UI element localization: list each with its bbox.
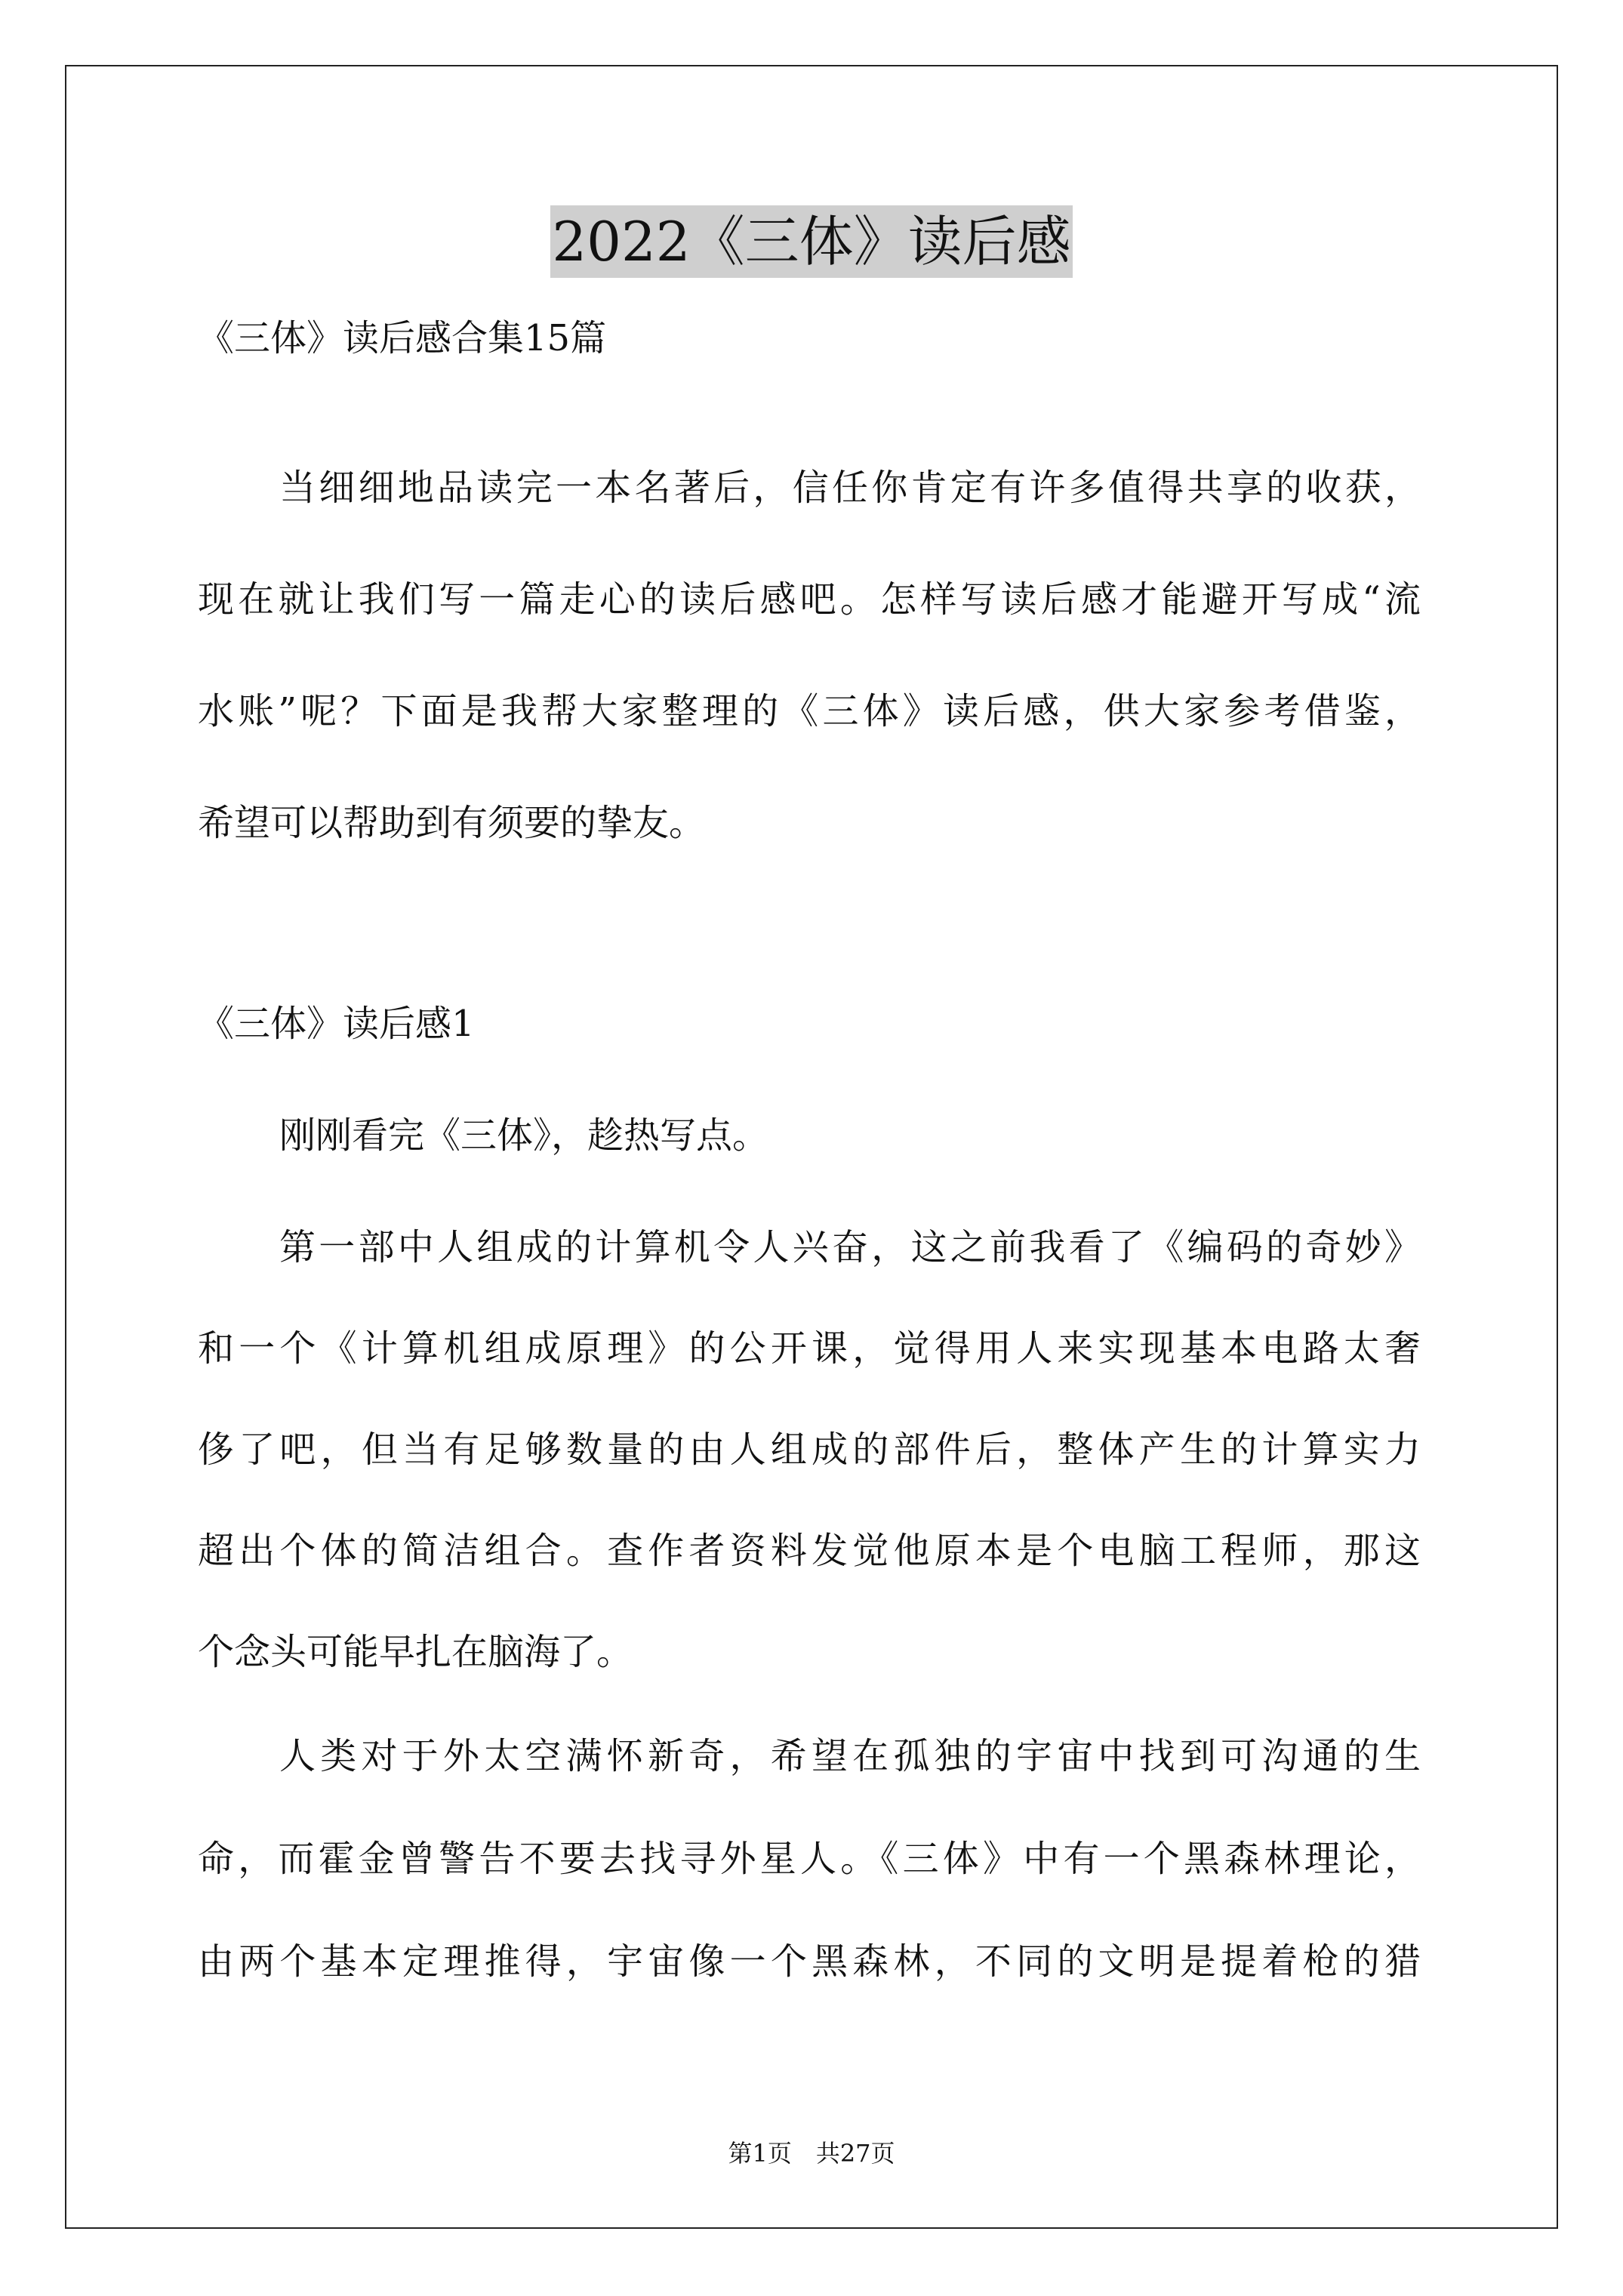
paragraph-3-line-1: 人类对于外太空满怀新奇，希望在孤独的宇宙中找到可沟通的生 [279,1735,1421,1777]
page-footer: 第1页 共27页 [728,2139,895,2168]
intro-line-4: 希望可以帮助到有须要的挚友。 [198,802,706,844]
intro-line-3: 水账”呢？下面是我帮大家整理的《三体》读后感，供大家参考借鉴， [198,690,1421,732]
paragraph-2-line-1: 第一部中人组成的计算机令人兴奋，这之前我看了《编码的奇妙》 [279,1226,1421,1268]
paragraph-2-line-4: 超出个体的简洁组合。查作者资料发觉他原本是个电脑工程师，那这 [198,1530,1421,1572]
paragraph-1: 刚刚看完《三体》，趁热写点。 [279,1114,769,1157]
paragraph-2-line-5: 个念头可能早扎在脑海了。 [198,1631,633,1673]
paragraph-3-line-3: 由两个基本定理推得，宇宙像一个黑森林，不同的文明是提着枪的猎 [198,1940,1421,1983]
section-heading: 《三体》读后感1 [198,1003,475,1045]
paragraph-2-line-3: 侈了吧，但当有足够数量的由人组成的部件后，整体产生的计算实力 [198,1428,1421,1471]
intro-line-1: 当细细地品读完一本名著后，信任你肯定有许多值得共享的收获， [279,467,1421,509]
intro-line-2: 现在就让我们写一篇走心的读后感吧。怎样写读后感才能避开写成“流 [198,578,1421,621]
collection-subtitle: 《三体》读后感合集15篇 [198,317,607,359]
document-title: 2022《三体》读后感 [550,205,1072,278]
paragraph-2-line-2: 和一个《计算机组成原理》的公开课，觉得用人来实现基本电路太奢 [198,1327,1421,1370]
paragraph-3-line-2: 命，而霍金曾警告不要去找寻外星人。《三体》中有一个黑森林理论， [198,1838,1421,1880]
title-container [0,205,1623,278]
